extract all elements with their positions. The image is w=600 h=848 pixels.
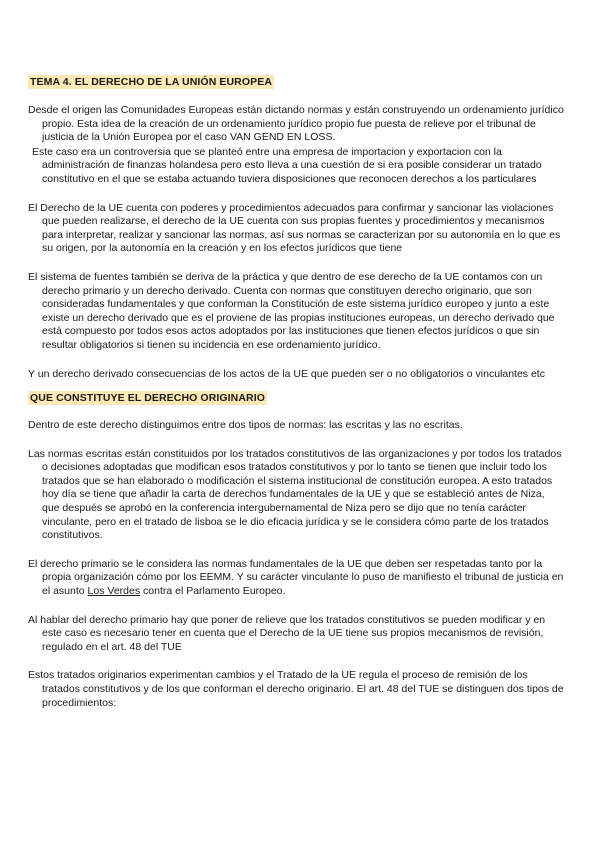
document-title: TEMA 4. EL DERECHO DE LA UNIÓN EUROPEA [30,76,273,88]
paragraph-caso-van-gend: Este caso era un controversia que se planteó entre una empresa de importacion y exportacion con la administración de finanzas holandesa pero esto lleva a una cuestión de si era posible considerar un tratado constitutivo en el que se estaba actuando tuviera disposiciones que reconocen derechos a los particulares [32,145,542,185]
paragraph-origen: Desde el origen las Comunidades Europeas están dictando normas y están construyendo un ordenamiento jurídico propio. Esta idea de la creación de un ordenamiento jurídico propio fue puesta de relieve por el tribunal de justicia de la Unión Europea por el caso VAN GEND EN LOSS. [28,104,564,144]
paragraph-sistema-fuentes: El sistema de fuentes también se deriva de la práctica y que dentro de ese derecho de la UE contamos con un derecho primario y un derecho derivado. Cuenta con normas que constituyen derecho originario, que son consideradas fundamentales y que conforman la Constitución de este sistema jurídico europeo y junto a este existe un derecho derivado que es el proviene de las propias instituciones europeas, un derecho derivado que está compuesto por todos esos actos adoptados por las instituciones que tienen efectos jurídicos o que sin resultar obligatorios si tienen su incidencia en ese ordenamiento jurídico. [28,270,555,351]
paragraph-tipos-normas: Dentro de este derecho distinguimos entre dos tipos de normas: las escritas y las no escritas. [28,419,463,432]
los-verdes-link[interactable]: Los Verdes [87,585,141,598]
section-title-derecho-originario: QUE CONSTITUYE EL DERECHO ORIGINARIO [30,392,266,405]
paragraph-revision: Al hablar del derecho primario hay que poner de relieve que los tratados constitutivos se pueden modificar y en este caso es necesario tener en cuenta que el Derecho de la UE tiene sus propios mecanismos de revisión, regulado en el art. 48 del TUE [28,613,546,653]
paragraph-poderes: El Derecho de la UE cuenta con poderes y procedimientos adecuados para confirmar y sancionar las violaciones que pueden realizarse, el derecho de la UE cuenta con sus propias fuentes y procedimientos y mecanismos para interpretar, realizar y sancionar las normas, así sus normas se caracterizan por su autonomía en lo que es su origen, por la autonomía en la creación y en los efectos jurídicos que tiene [28,201,561,255]
paragraph-procedimientos: Estos tratados originarios experimentan cambios y el Tratado de la UE regula el proceso de remisión de los tratados constitutivos y de los que conforman el derecho originario. El art. 48 del TUE se distinguen dos tipos de procedimientos: [28,669,564,709]
document-page [28,72,564,725]
paragraph-derecho-derivado: Y un derecho derivado consecuencias de los actos de la UE que pueden ser o no obligatorios o vinculantes etc [28,367,545,380]
primario-text-after: contra el Parlamento Europeo. [140,585,286,598]
paragraph-derecho-primario [28,558,564,599]
paragraph-normas-escritas: Las normas escritas están constituidos por los tratados constitutivos de las organizaciones y por todos los tratados o decisiones adoptadas que modifican esos tratados constitutivos y por lo tanto se tienen que incluir todo los tratados que se han elaborado o modificación el sistema institucional de constitución europea. A esto tratados hoy día se tiene que añadir la carta de derechos fundamentales de la UE y que se estableció antes de Niza, que después se aprobó en la conferencia intergubernamental de Niza pero se dijo que no tenía carácter vinculante, pero en el tratado de lisboa se le dio eficacia jurídica y se le considera cómo parte de los tratados constitutivos. [28,447,562,542]
primario-text-before: El derecho primario se le considera las normas fundamentales de la UE que deben ser respetadas tanto por la propia organización cómo por los EEMM. Y su carácter vinculante lo puso de manifiesto el tribunal de justicia en el asunto [28,557,564,598]
